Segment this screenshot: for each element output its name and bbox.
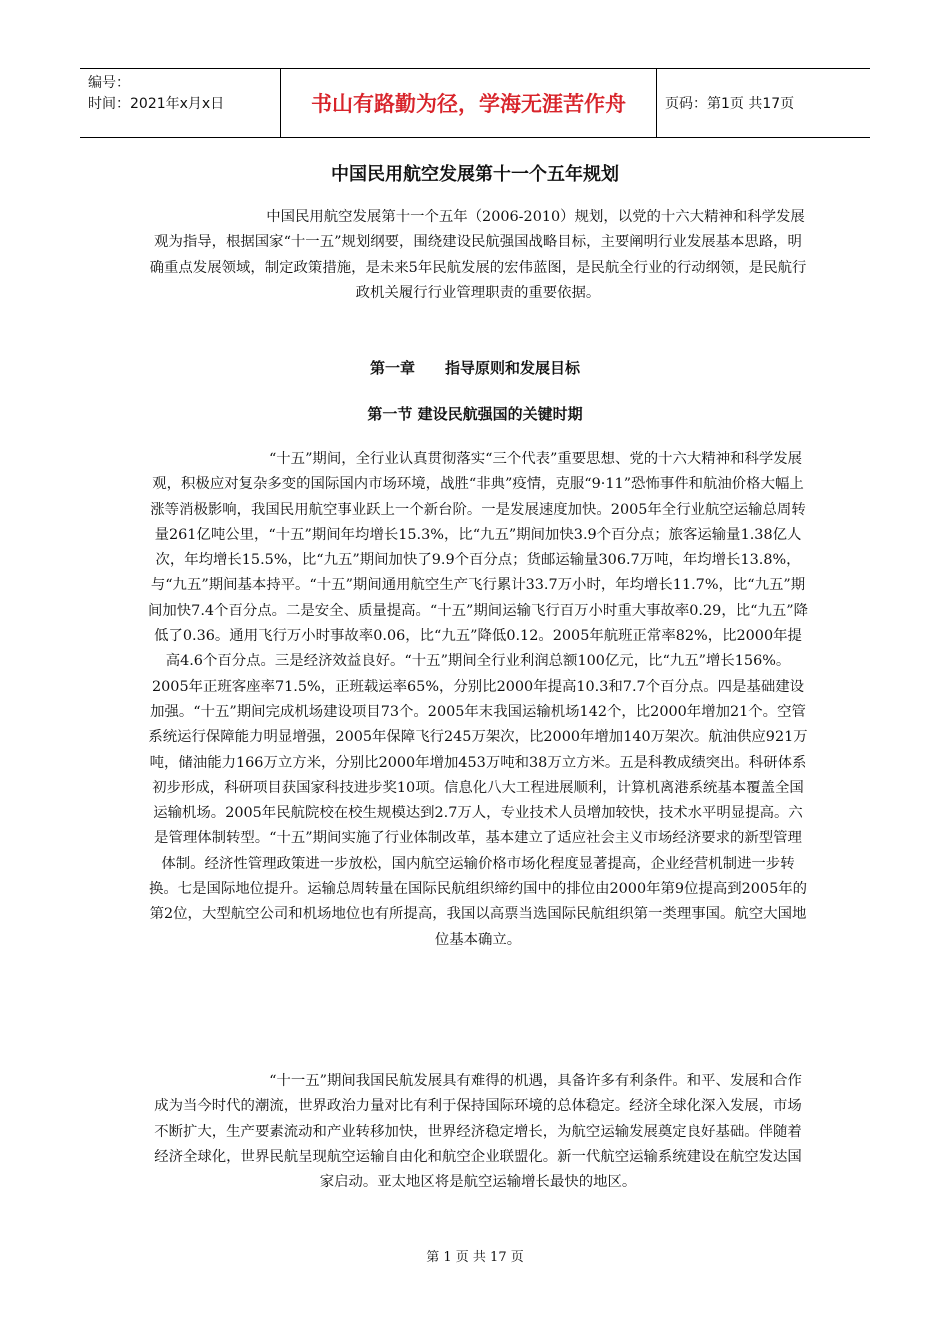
- header-page-info: 页码：第1页 共17页: [665, 96, 795, 112]
- page-header: [80, 68, 870, 138]
- chapter-heading: [0, 357, 950, 378]
- body-paragraph-2: [148, 1069, 808, 1195]
- intro-paragraph: [148, 205, 808, 306]
- chapter-title: 指导原则和发展目标: [445, 359, 581, 377]
- page-footer: 第 1 页 共 17 页: [426, 1250, 524, 1265]
- time-label: 时间：2021年x月x日: [88, 96, 225, 112]
- header-motto: 书山有路勤为径，学海无涯苦作舟: [281, 69, 657, 137]
- chapter-number: 第一章: [369, 359, 415, 377]
- intro-text: 中国民用航空发展第十一个五年（2006-2010）规划，以党的十六大精神和科学发展观为指导，根据国家“十一五”规划纲要，围绕建设民航强国战略目标，主要阐明行业发展基本思路，明确重点发展领域，制定政策措施，是未来5年民航发展的宏伟蓝图，是民航全行业的行动纲领，是民航行政机关履行行业管理职责的重要依据。: [149, 209, 807, 301]
- para2-text: “十一五”期间我国民航发展具有难得的机遇，具备许多有利条件。和平、发展和合作成为当今时代的潮流，世界政治力量对比有利于保持国际环境的总体稳定。经济全球化深入发展，市场不断扩大，生产要素流动和产业转移加快，世界经济稳定增长，为航空运输发展奠定良好基础。伴随着经济全球化，世界民航呈现航空运输自由化和航空企业联盟化。新一代航空运输系统建设在航空发达国家启动。亚太地区将是航空运输增长最快的地区。: [154, 1073, 802, 1191]
- body-paragraph-1: [148, 447, 808, 953]
- code-label: 编号：: [88, 75, 130, 91]
- document-title: 中国民用航空发展第十一个五年规划: [331, 164, 619, 185]
- header-meta: [80, 69, 281, 137]
- section-heading: 第一节 建设民航强国的关键时期: [367, 405, 583, 423]
- para1-text: “十五”期间，全行业认真贯彻落实“三个代表”重要思想、党的十六大精神和科学发展观，积极应对复杂多变的国际国内市场环境，战胜“非典”疫情，克服“9·11”恐怖事件和航油价格大幅上涨等消极影响，我国民用航空事业跃上一个新台阶。一是发展速度加快。2005年全行业航空运输总周转量261亿吨公里，“十五”期间年均增长15.3%，比“九五”期间加快3.9个百分点；旅客运输量1.38亿人次，年均增长15.5%，比“九五”期间加快了9.9个百分点；货邮运输量306.7万吨，年均增长13.8%，与“九五”期间基本持平。“十五”期间通用航空生产飞行累计33.7万小时，年均增长11.7%，比“九五”期间加快7.4个百分点。二是安全、质量提高。“十五”期间运输飞行百万小时重大事故率0.29，比“九五”降低了0.36。通用飞行万小时事故率0.06，比“九五”降低0.12。2005年航班正常率82%，比2000年提高4.6个百分点。三是经济效益良好。“十五”期间全行业利润总额100亿元，比“九五”增长156%。2005年正班客座率71.5%，正班载运率65%，分别比2000年提高10.3和7.7个百分点。四是基础建设加强。“十五”期间完成机场建设项目73个。2005年末我国运输机场142个，比2000年增加21个。空管系统运行保障能力明显增强，2005年保障飞行245万架次，比2000年增加140万架次。航油供应921万吨，储油能力166万立方米，分别比2000年增加453万吨和38万立方米。五是科教成绩突出。科研体系初步形成，科研项目获国家科技进步奖10项。信息化八大工程进展顺利，计算机离港系统基本覆盖全国运输机场。2005年民航院校在校生规模达到2.7万人，专业技术人员增加较快，技术水平明显提高。六是管理体制转型。“十五”期间实施了行业体制改革，基本建立了适应社会主义市场经济要求的新型管理体制。经济性管理政策进一步放松，国内航空运输价格市场化程度显著提高，企业经营机制进一步转换。七是国际地位提升。运输总周转量在国际民航组织缔约国中的排位由2000年第9位提高到2005年的第2位，大型航空公司和机场地位也有所提高，我国以高票当选国际民航组织第一类理事国。航空大国地位基本确立。: [148, 451, 808, 948]
